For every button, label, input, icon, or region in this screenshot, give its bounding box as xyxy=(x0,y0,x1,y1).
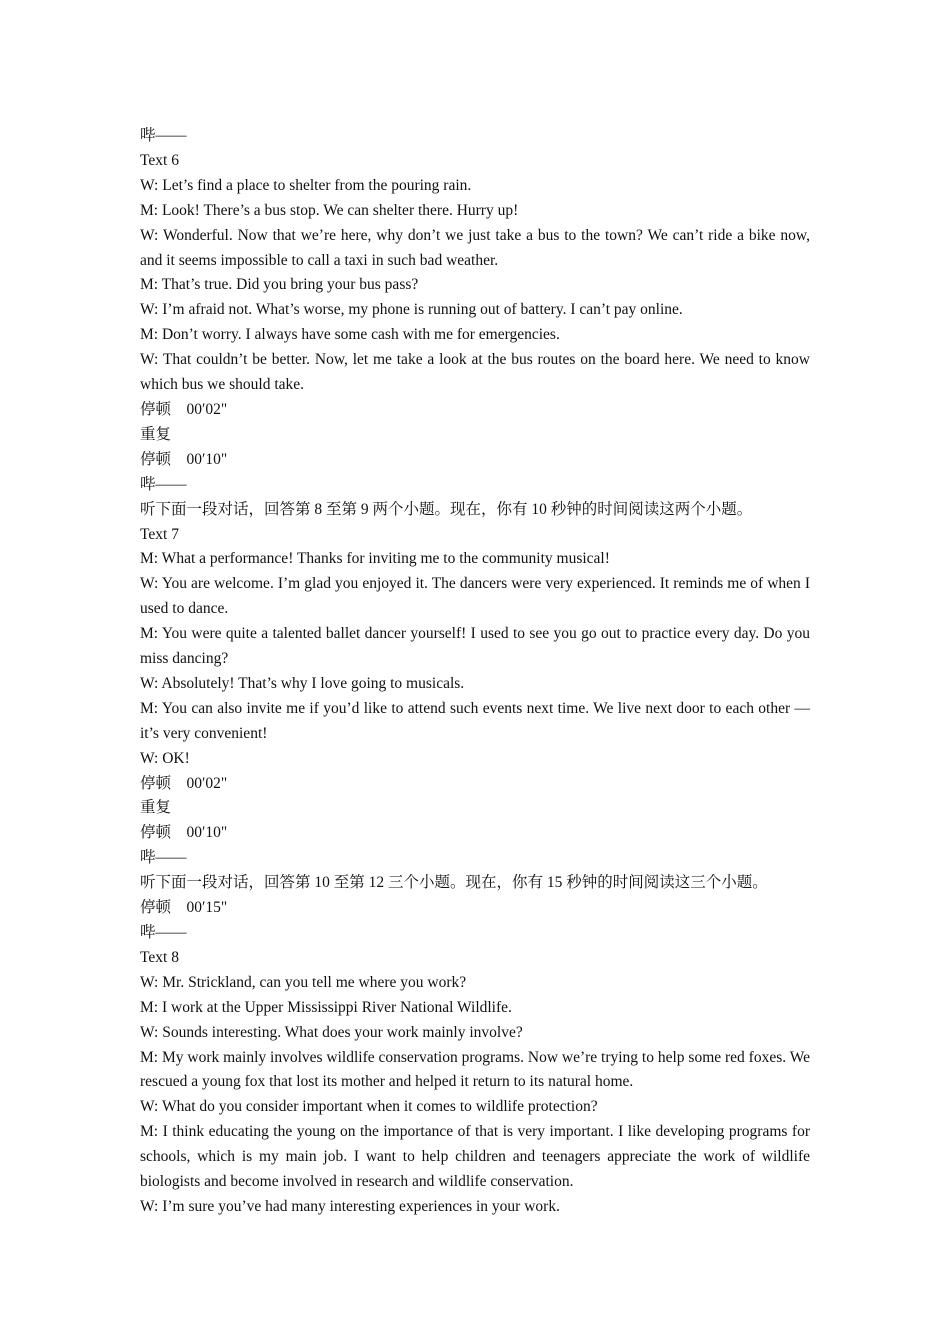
pause-line: 停顿 00′15" xyxy=(140,899,228,917)
dialogue-line: M: I work at the Upper Mississippi River National Wildlife. xyxy=(140,998,512,1016)
dialogue-line: W: I’m afraid not. What’s worse, my phone is running out of battery. I can’t pay online. xyxy=(140,301,683,319)
beep-line: 哔—— xyxy=(140,849,187,867)
dialogue-line: M: I think educating the young on the importance of that is very important. I like developing programs for schools, which is my main job. I want to help children and teenagers appreciate the work of wildlife biologists and become involved in research and wildlife conservation. xyxy=(140,1123,814,1191)
dialogue-line: M: You were quite a talented ballet dancer yourself! I used to see you go out to practice every day. Do you miss dancing? xyxy=(140,625,814,668)
dialogue-line: W: Wonderful. Now that we’re here, why don’t we just take a bus to the town? We can’t ride a bike now, and it seems impossible to call a taxi in such bad weather. xyxy=(140,226,814,269)
pause-line: 停顿 00′02" xyxy=(140,400,228,418)
section-heading: Text 8 xyxy=(140,948,179,966)
pause-line: 停顿 00′10" xyxy=(140,824,228,842)
instruction-line: 听下面一段对话，回答第 10 至第 12 三个小题。现在，你有 15 秒钟的时间阅读这三个小题。 xyxy=(140,874,768,892)
dialogue-line: W: OK! xyxy=(140,749,190,767)
dialogue-line: W: You are welcome. I’m glad you enjoyed it. The dancers were very experienced. It reminds me of when I used to dance. xyxy=(140,575,814,618)
instruction-line: 听下面一段对话，回答第 8 至第 9 两个小题。现在，你有 10 秒钟的时间阅读这两个小题。 xyxy=(140,500,753,518)
repeat-line: 重复 xyxy=(140,425,172,443)
section-heading: Text 7 xyxy=(140,525,179,543)
dialogue-line: W: That couldn’t be better. Now, let me take a look at the bus routes on the board here. We need to know which bus we should take. xyxy=(140,351,814,394)
dialogue-line: W: Mr. Strickland, can you tell me where you work? xyxy=(140,973,467,991)
transcript-page xyxy=(140,124,818,1220)
dialogue-line: M: That’s true. Did you bring your bus pass? xyxy=(140,276,419,294)
dialogue-line: M: You can also invite me if you’d like to attend such events next time. We live next door to each other — it’s very convenient! xyxy=(140,699,818,742)
pause-line: 停顿 00′02" xyxy=(140,774,228,792)
pause-line: 停顿 00′10" xyxy=(140,450,228,468)
dialogue-line: W: Absolutely! That’s why I love going to musicals. xyxy=(140,674,465,692)
dialogue-line: M: Look! There’s a bus stop. We can shelter there. Hurry up! xyxy=(140,201,519,219)
beep-line: 哔—— xyxy=(140,127,187,144)
section-heading: Text 6 xyxy=(140,151,179,169)
dialogue-line: M: Don’t worry. I always have some cash with me for emergencies. xyxy=(140,326,560,344)
dialogue-line: W: What do you consider important when it comes to wildlife protection? xyxy=(140,1098,598,1116)
beep-line: 哔—— xyxy=(140,924,187,941)
dialogue-line: W: I’m sure you’ve had many interesting experiences in your work. xyxy=(140,1197,560,1215)
dialogue-line: M: My work mainly involves wildlife conservation programs. Now we’re trying to help some red foxes. We rescued a young fox that lost its mother and helped it return to its natural home. xyxy=(140,1048,814,1091)
dialogue-line: W: Let’s find a place to shelter from the pouring rain. xyxy=(140,176,472,194)
repeat-line: 重复 xyxy=(140,799,172,817)
dialogue-line: W: Sounds interesting. What does your work mainly involve? xyxy=(140,1023,523,1041)
dialogue-line: M: What a performance! Thanks for inviting me to the community musical! xyxy=(140,550,610,568)
beep-line: 哔—— xyxy=(140,475,187,493)
